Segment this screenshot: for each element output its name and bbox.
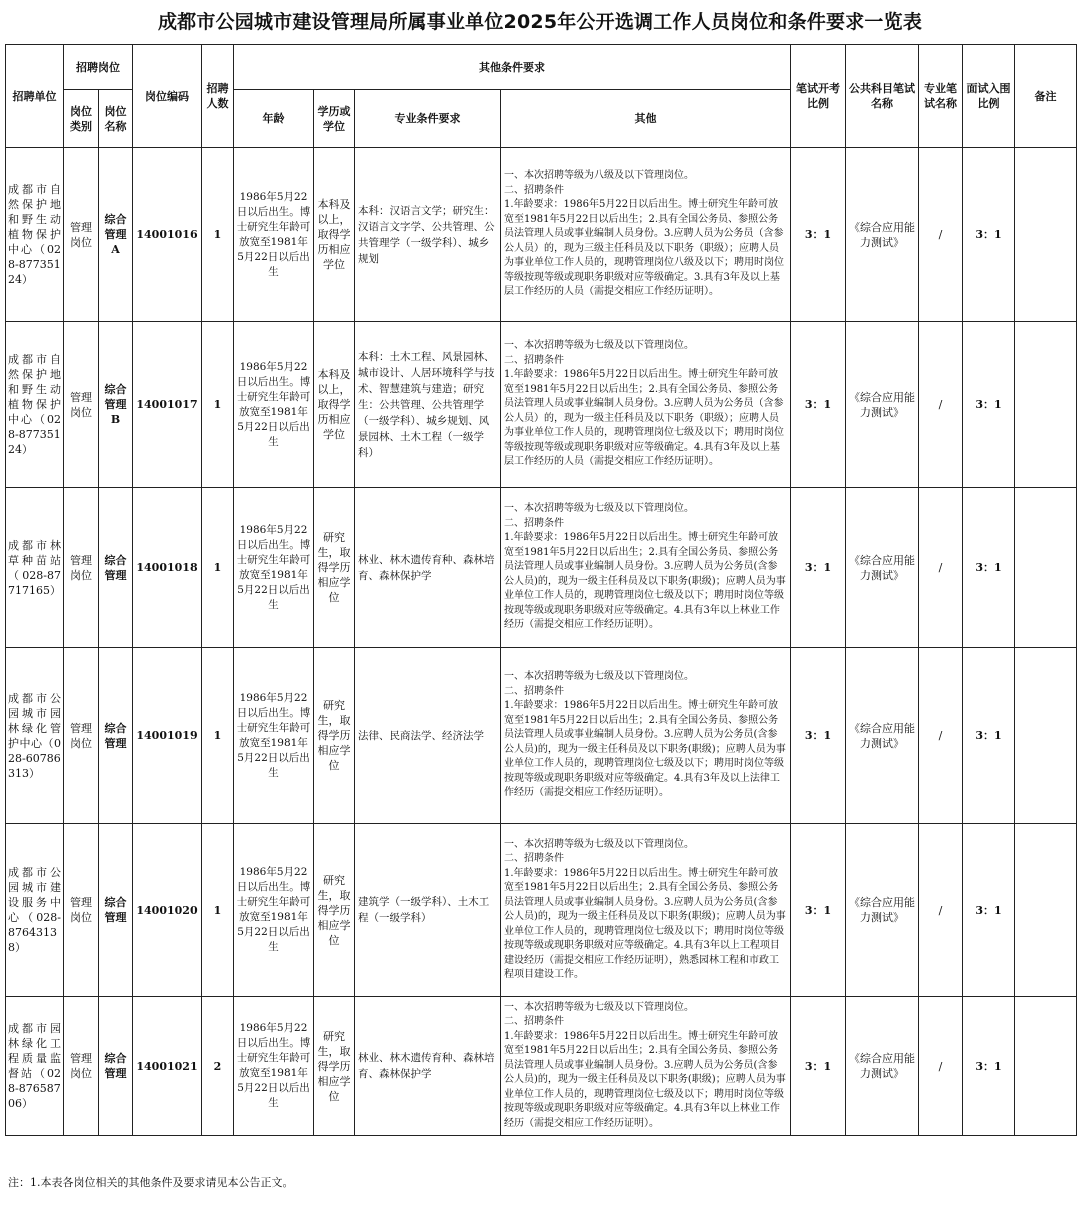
header-major: 专业条件要求	[355, 90, 501, 148]
other-line: 一、本次招聘等级为八级及以下管理岗位。	[504, 170, 694, 182]
cell-written-ratio: 3：1	[791, 997, 846, 1136]
other-line: 一、本次招聘等级为七级及以下管理岗位。	[504, 503, 694, 515]
cell-code: 14001017	[133, 322, 202, 488]
cell-public-subject: 《综合应用能力测试》	[846, 648, 919, 824]
cell-major: 林业、林木遗传育种、森林培育、森林保护学	[355, 997, 501, 1136]
cell-prof-subject: /	[919, 648, 963, 824]
table-row	[6, 997, 1077, 1136]
cell-age: 1986年5月22日以后出生。博士研究生年龄可放宽至1981年5月22日以后出生	[234, 488, 314, 648]
cell-code: 14001020	[133, 824, 202, 997]
cell-count: 1	[202, 648, 234, 824]
cell-edu: 本科及以上，取得学历相应学位	[314, 322, 355, 488]
cell-code: 14001016	[133, 148, 202, 322]
cell-edu: 研究生，取得学历相应学位	[314, 824, 355, 997]
table-row	[6, 148, 1077, 322]
cell-interview-ratio: 3：1	[963, 648, 1015, 824]
cell-remarks	[1015, 824, 1077, 997]
header-post-name: 岗位名称	[99, 90, 133, 148]
other-line: 一、本次招聘等级为七级及以下管理岗位。	[504, 838, 694, 850]
other-line: 二、招聘条件	[504, 354, 564, 366]
header-post-type: 岗位类别	[64, 90, 99, 148]
cell-written-ratio: 3：1	[791, 488, 846, 648]
other-line: 1.年龄要求：1986年5月22日以后出生。博士研究生年龄可放宽至1981年5月22日以后出生；2.具有全国公务员、参照公务员法管理人员或事业编制人员身份。3.应聘人员为公务员(含参公人员)的，现为一级主任科员及以下职务(职级)；应聘人员为事业单位工作人员的，现聘管理岗位七级及以下；聘用时岗位等级按现等级或现职务职级对应等级确定。4.具有3年以上林业工作经历（需提交相应工作经历证明）。	[504, 532, 786, 631]
cell-other	[501, 488, 791, 648]
cell-code: 14001021	[133, 997, 202, 1136]
cell-other	[501, 824, 791, 997]
cell-age: 1986年5月22日以后出生。博士研究生年龄可放宽至1981年5月22日以后出生	[234, 824, 314, 997]
table-row	[6, 488, 1077, 648]
cell-edu: 研究生，取得学历相应学位	[314, 648, 355, 824]
table-row	[6, 322, 1077, 488]
header-unit: 招聘单位	[6, 45, 64, 148]
header-prof-subject: 专业笔试名称	[919, 45, 963, 148]
cell-major: 本科：汉语言文学；研究生：汉语言文字学、公共管理、公共管理学（一级学科）、城乡规划	[355, 148, 501, 322]
header-other-group: 其他条件要求	[234, 45, 791, 90]
cell-edu: 研究生，取得学历相应学位	[314, 997, 355, 1136]
cell-other	[501, 322, 791, 488]
cell-count: 1	[202, 488, 234, 648]
cell-remarks	[1015, 997, 1077, 1136]
cell-post-name: 综合管理	[99, 648, 133, 824]
other-line: 1.年龄要求：1986年5月22日以后出生。博士研究生年龄可放宽至1981年5月22日以后出生；2.具有全国公务员、参照公务员法管理人员或事业编制人员身份。3.应聘人员为公务员(含参公人员)的，现为一级主任科员及以下职务(职级)；应聘人员为事业单位工作人员的，现聘管理岗位七级及以下；聘用时岗位等级按现等级或现职务职级对应等级确定。4.具有3年以上工程项目建设经历（需提交相应工作经历证明），熟悉园林工程和市政工程项目建设工作。	[504, 867, 786, 980]
cell-post-type: 管理岗位	[64, 488, 99, 648]
cell-unit: 成都市公园城市园林绿化管护中心（028-60786313）	[6, 648, 64, 824]
table-row	[6, 648, 1077, 824]
other-line: 一、本次招聘等级为七级及以下管理岗位。	[504, 340, 694, 352]
cell-public-subject: 《综合应用能力测试》	[846, 488, 919, 648]
page-title: 成都市公园城市建设管理局所属事业单位2025年公开选调工作人员岗位和条件要求一览表	[157, 11, 923, 33]
cell-count: 1	[202, 322, 234, 488]
other-line: 一、本次招聘等级为七级及以下管理岗位。	[504, 671, 694, 683]
cell-interview-ratio: 3：1	[963, 488, 1015, 648]
cell-post-name: 综合管理	[99, 824, 133, 997]
cell-major: 本科：土木工程、风景园林、城市设计、人居环境科学与技术、智慧建筑与建造；研究生：公共管理、公共管理学（一级学科）、城乡规划、风景园林、土木工程（一级学科）	[355, 322, 501, 488]
cell-remarks	[1015, 648, 1077, 824]
table-row	[6, 824, 1077, 997]
cell-other	[501, 148, 791, 322]
header-edu: 学历或学位	[314, 90, 355, 148]
cell-edu: 本科及以上，取得学历相应学位	[314, 148, 355, 322]
header-written-ratio: 笔试开考比例	[791, 45, 846, 148]
cell-count: 1	[202, 148, 234, 322]
other-line: 一、本次招聘等级为七级及以下管理岗位。	[504, 1001, 694, 1013]
cell-code: 14001018	[133, 488, 202, 648]
cell-other	[501, 648, 791, 824]
header-other: 其他	[501, 90, 791, 148]
cell-prof-subject: /	[919, 997, 963, 1136]
cell-post-name: 综合管理	[99, 997, 133, 1136]
cell-public-subject: 《综合应用能力测试》	[846, 322, 919, 488]
cell-interview-ratio: 3：1	[963, 824, 1015, 997]
cell-public-subject: 《综合应用能力测试》	[846, 997, 919, 1136]
header-public-subject: 公共科目笔试名称	[846, 45, 919, 148]
cell-remarks	[1015, 488, 1077, 648]
cell-major: 法律、民商法学、经济法学	[355, 648, 501, 824]
cell-major: 林业、林木遗传育种、森林培育、森林保护学	[355, 488, 501, 648]
cell-count: 1	[202, 824, 234, 997]
cell-unit: 成都市林草种苗站（028-87717165）	[6, 488, 64, 648]
other-line: 二、招聘条件	[504, 685, 564, 697]
cell-post-type: 管理岗位	[64, 148, 99, 322]
cell-public-subject: 《综合应用能力测试》	[846, 824, 919, 997]
cell-post-name: 综合管理	[99, 488, 133, 648]
cell-post-type: 管理岗位	[64, 648, 99, 824]
header-age: 年龄	[234, 90, 314, 148]
other-line: 1.年龄要求：1986年5月22日以后出生。博士研究生年龄可放宽至1981年5月22日以后出生；2.具有全国公务员、参照公务员法管理人员或事业编制人员身份。3.应聘人员为公务员（含参公人员）的，现为三级主任科员及以下职务（职级）；应聘人员为事业单位工作人员的，现聘管理岗位八级及以下；聘用时岗位等级按现等级或现职务职级对应等级确定。3.具有3年及以上基层工作经历的人员（需提交相应工作经历证明）。	[504, 199, 784, 298]
cell-prof-subject: /	[919, 322, 963, 488]
other-line: 二、招聘条件	[504, 1016, 564, 1028]
cell-code: 14001019	[133, 648, 202, 824]
cell-post-type: 管理岗位	[64, 322, 99, 488]
footnote: 注：1.本表各岗位相关的其他条件及要求请见本公告正文。	[8, 1176, 294, 1189]
cell-major: 建筑学（一级学科）、土木工程（一级学科）	[355, 824, 501, 997]
cell-public-subject: 《综合应用能力测试》	[846, 148, 919, 322]
other-line: 二、招聘条件	[504, 184, 564, 196]
cell-other	[501, 997, 791, 1136]
cell-interview-ratio: 3：1	[963, 322, 1015, 488]
other-line: 二、招聘条件	[504, 517, 564, 529]
cell-interview-ratio: 3：1	[963, 148, 1015, 322]
other-line: 1.年龄要求：1986年5月22日以后出生。博士研究生年龄可放宽至1981年5月22日以后出生；2.具有全国公务员、参照公务员法管理人员或事业编制人员身份。3.应聘人员为公务员（含参公人员）的，现为一级主任科员及以下职务（职级）；应聘人员为事业单位工作人员的，现聘管理岗位七级及以下；聘用时岗位等级按现等级或现职务职级对应等级确定。4.具有3年及以上基层工作经历的人员（需提交相应工作经历证明）。	[504, 369, 784, 468]
header-post-code: 岗位编码	[133, 45, 202, 148]
header-count: 招聘人数	[202, 45, 234, 148]
cell-age: 1986年5月22日以后出生。博士研究生年龄可放宽至1981年5月22日以后出生	[234, 322, 314, 488]
cell-prof-subject: /	[919, 488, 963, 648]
cell-post-name: 综合管理A	[99, 148, 133, 322]
header-post-group: 招聘岗位	[64, 45, 133, 90]
cell-written-ratio: 3：1	[791, 824, 846, 997]
cell-unit: 成都市园林绿化工程质量监督站（028-87658706）	[6, 997, 64, 1136]
cell-written-ratio: 3：1	[791, 322, 846, 488]
cell-prof-subject: /	[919, 824, 963, 997]
cell-age: 1986年5月22日以后出生。博士研究生年龄可放宽至1981年5月22日以后出生	[234, 997, 314, 1136]
cell-remarks	[1015, 322, 1077, 488]
other-line: 1.年龄要求：1986年5月22日以后出生。博士研究生年龄可放宽至1981年5月22日以后出生；2.具有全国公务员、参照公务员法管理人员或事业编制人员身份。3.应聘人员为公务员(含参公人员)的，现为一级主任科员及以下职务(职级)；应聘人员为事业单位工作人员的，现聘管理岗位七级及以下；聘用时岗位等级按现等级或现职务职级对应等级确定。4.具有3年及以上法律工作经历（需提交相应工作经历证明）。	[504, 700, 786, 799]
other-line: 1.年龄要求：1986年5月22日以后出生。博士研究生年龄可放宽至1981年5月22日以后出生；2.具有全国公务员、参照公务员法管理人员或事业编制人员身份。3.应聘人员为公务员(含参公人员)的，现为一级主任科员及以下职务(职级)；应聘人员为事业单位工作人员的，现聘管理岗位七级及以下；聘用时岗位等级按现等级或现职务职级对应等级确定。4.具有3年以上林业工作经历（需提交相应工作经历证明）。	[504, 1030, 786, 1129]
cell-unit: 成都市公园城市建设服务中心（028-87643138）	[6, 824, 64, 997]
cell-age: 1986年5月22日以后出生。博士研究生年龄可放宽至1981年5月22日以后出生	[234, 648, 314, 824]
cell-written-ratio: 3：1	[791, 148, 846, 322]
cell-unit: 成都市自然保护地和野生动植物保护中心（028-87735124）	[6, 322, 64, 488]
positions-table	[5, 44, 1077, 1136]
header-remarks: 备注	[1015, 45, 1077, 148]
header-interview-ratio: 面试入围比例	[963, 45, 1015, 148]
cell-remarks	[1015, 148, 1077, 322]
cell-edu: 研究生，取得学历相应学位	[314, 488, 355, 648]
cell-written-ratio: 3：1	[791, 648, 846, 824]
cell-interview-ratio: 3：1	[963, 997, 1015, 1136]
cell-post-type: 管理岗位	[64, 824, 99, 997]
cell-post-type: 管理岗位	[64, 997, 99, 1136]
cell-prof-subject: /	[919, 148, 963, 322]
cell-post-name: 综合管理B	[99, 322, 133, 488]
cell-age: 1986年5月22日以后出生。博士研究生年龄可放宽至1981年5月22日以后出生	[234, 148, 314, 322]
other-line: 二、招聘条件	[504, 853, 564, 864]
cell-count: 2	[202, 997, 234, 1136]
cell-unit: 成都市自然保护地和野生动植物保护中心（028-87735124）	[6, 148, 64, 322]
